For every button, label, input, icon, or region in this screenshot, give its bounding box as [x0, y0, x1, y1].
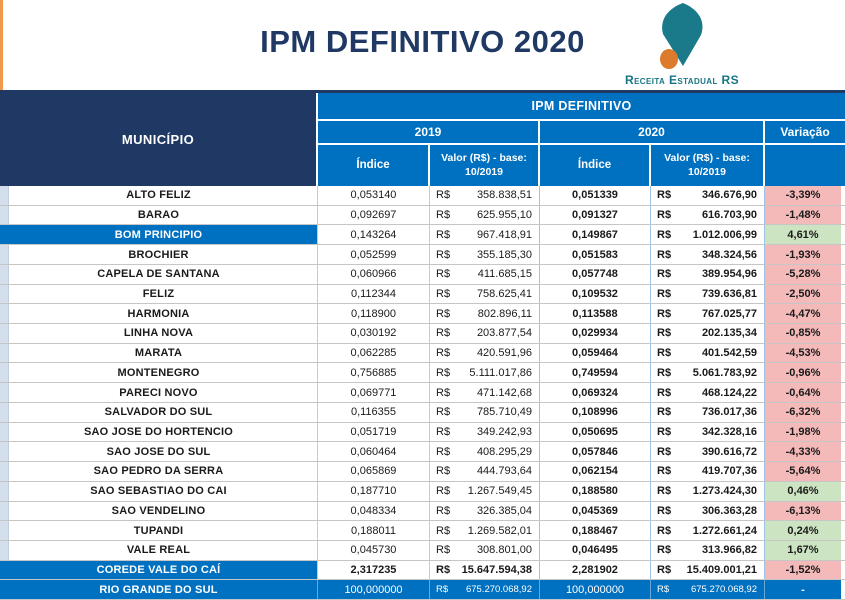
variacao-value: -	[765, 580, 845, 599]
amount: 1.273.424,30	[692, 485, 757, 498]
variacao-value: -5,64%	[765, 462, 845, 481]
column-header-valor-2019: Valor (R$) - base: 10/2019	[430, 145, 540, 186]
amount: 767.025,77	[701, 307, 757, 320]
amount: 1.267.549,45	[467, 485, 532, 498]
indice-2019-value: 0,053140	[318, 186, 430, 205]
currency-symbol: R$	[657, 189, 672, 202]
orange-dot-icon	[660, 49, 678, 69]
table-row	[0, 423, 845, 443]
valor-2019-value	[430, 245, 540, 264]
indice-2019-value: 0,112344	[318, 285, 430, 304]
indice-2020-value: 0,045369	[540, 502, 651, 521]
valor-2019-value	[430, 502, 540, 521]
municipality-name: SAO JOSE DO HORTENCIO	[0, 423, 318, 442]
currency-symbol: R$	[436, 524, 451, 537]
variacao-value: -4,53%	[765, 344, 845, 363]
currency-symbol: R$	[436, 544, 451, 557]
valor-2020-value	[651, 324, 765, 343]
indice-2020-value: 0,051339	[540, 186, 651, 205]
indice-2019-value: 0,188011	[318, 521, 430, 540]
table-row	[0, 502, 845, 522]
variacao-value: -6,13%	[765, 502, 845, 521]
receita-estadual-logo	[608, 2, 756, 90]
valor-2020-value	[651, 304, 765, 323]
municipality-name: BARAO	[0, 206, 318, 225]
municipality-name: LINHA NOVA	[0, 324, 318, 343]
table-row	[0, 186, 845, 206]
currency-symbol: R$	[657, 327, 672, 340]
amount: 1.269.582,01	[467, 524, 532, 537]
variacao-value: -1,93%	[765, 245, 845, 264]
currency-symbol: R$	[657, 386, 672, 399]
municipality-name: SAO SEBASTIAO DO CAI	[0, 482, 318, 501]
currency-symbol: R$	[436, 386, 451, 399]
currency-symbol: R$	[436, 228, 451, 241]
municipality-name: SAO PEDRO DA SERRA	[0, 462, 318, 481]
amount: 401.542,59	[701, 347, 757, 360]
valor-2020-value	[651, 186, 765, 205]
variacao-value: 0,46%	[765, 482, 845, 501]
table-row	[0, 206, 845, 226]
indice-2019-value: 0,052599	[318, 245, 430, 264]
currency-symbol: R$	[657, 287, 672, 300]
valor-2020-value	[651, 502, 765, 521]
indice-2020-value: 0,113588	[540, 304, 651, 323]
amount: 15.647.594,38	[461, 564, 532, 577]
currency-symbol: R$	[657, 425, 672, 438]
valor-2019-value	[430, 344, 540, 363]
indice-2019-value: 0,062285	[318, 344, 430, 363]
variacao-value: 0,24%	[765, 521, 845, 540]
column-header-variacao-spacer	[765, 145, 845, 186]
indice-2019-value: 100,000000	[318, 580, 430, 599]
page-title: IPM DEFINITIVO 2020	[260, 24, 585, 59]
currency-symbol: R$	[436, 564, 451, 577]
column-header-municipio: MUNICÍPIO	[0, 93, 318, 186]
municipality-name: CAPELA DE SANTANA	[0, 265, 318, 284]
amount: 5.111.017,86	[469, 366, 532, 379]
indice-2019-value: 0,069771	[318, 383, 430, 402]
amount: 313.966,82	[701, 544, 757, 557]
municipality-name: VALE REAL	[0, 541, 318, 560]
valor-2019-value	[430, 580, 540, 599]
currency-symbol: R$	[436, 248, 451, 261]
currency-symbol: R$	[436, 504, 451, 517]
variacao-value: -1,98%	[765, 423, 845, 442]
indice-2020-value: 0,188467	[540, 521, 651, 540]
indice-2019-value: 0,048334	[318, 502, 430, 521]
indice-2020-value: 0,062154	[540, 462, 651, 481]
valor-2020-value	[651, 363, 765, 382]
valor-2019-value	[430, 206, 540, 225]
amount: 342.328,16	[701, 425, 757, 438]
amount: 616.703,90	[701, 209, 757, 222]
valor-2019-value	[430, 442, 540, 461]
valor-2019-value	[430, 304, 540, 323]
table-row	[0, 265, 845, 285]
amount: 675.270.068,92	[690, 584, 757, 596]
amount: 967.418,91	[476, 228, 532, 241]
sub-header-row	[318, 145, 845, 186]
municipality-name: BOM PRINCIPIO	[0, 225, 318, 244]
valor-2019-value	[430, 265, 540, 284]
valor-2020-value	[651, 206, 765, 225]
indice-2020-value: 2,281902	[540, 561, 651, 580]
variacao-value: 1,67%	[765, 541, 845, 560]
valor-2019-value	[430, 521, 540, 540]
year-header-2020: 2020	[540, 121, 765, 143]
variacao-value: -4,47%	[765, 304, 845, 323]
table-row	[0, 344, 845, 364]
column-header-valor-2020: Valor (R$) - base: 10/2019	[651, 145, 765, 186]
amount: 390.616,72	[701, 445, 757, 458]
currency-symbol: R$	[657, 406, 672, 419]
table-row	[0, 561, 845, 581]
currency-symbol: R$	[657, 307, 672, 320]
valor-2020-value	[651, 462, 765, 481]
municipality-name: RIO GRANDE DO SUL	[0, 580, 318, 599]
currency-symbol: R$	[657, 544, 672, 557]
currency-symbol: R$	[436, 347, 451, 360]
municipality-name: MONTENEGRO	[0, 363, 318, 382]
indice-2020-value: 0,091327	[540, 206, 651, 225]
indice-2019-value: 0,116355	[318, 403, 430, 422]
indice-2020-value: 0,057846	[540, 442, 651, 461]
amount: 349.242,93	[476, 425, 532, 438]
currency-symbol: R$	[436, 366, 451, 379]
valor-2020-value	[651, 561, 765, 580]
municipality-name: HARMONIA	[0, 304, 318, 323]
indice-2019-value: 0,756885	[318, 363, 430, 382]
logo-caption: Receita Estadual RS	[625, 73, 739, 87]
year-header-2019: 2019	[318, 121, 540, 143]
currency-symbol: R$	[436, 189, 451, 202]
table-body	[0, 186, 845, 600]
table-row	[0, 580, 845, 600]
currency-symbol: R$	[657, 248, 672, 261]
currency-symbol: R$	[436, 209, 451, 222]
valor-2020-value	[651, 225, 765, 244]
valor-2020-value	[651, 383, 765, 402]
currency-symbol: R$	[436, 287, 451, 300]
valor-2020-value	[651, 245, 765, 264]
diamond-gem-icon	[650, 2, 714, 72]
amount: 468.124,22	[701, 386, 757, 399]
column-header-variacao: Variação	[780, 125, 830, 139]
municipality-name: SAO JOSE DO SUL	[0, 442, 318, 461]
indice-2020-value: 0,069324	[540, 383, 651, 402]
amount: 675.270.068,92	[465, 584, 532, 596]
municipality-name: PARECI NOVO	[0, 383, 318, 402]
valor-2020-value	[651, 521, 765, 540]
table-row	[0, 225, 845, 245]
indice-2019-value: 0,060966	[318, 265, 430, 284]
table-row	[0, 304, 845, 324]
table-header	[318, 93, 845, 186]
amount: 411.685,15	[477, 268, 532, 281]
currency-symbol: R$	[657, 465, 672, 478]
currency-symbol: R$	[657, 366, 672, 379]
municipality-name: TUPANDI	[0, 521, 318, 540]
amount: 358.838,51	[476, 189, 532, 202]
currency-symbol: R$	[657, 584, 670, 596]
indice-2019-value: 0,118900	[318, 304, 430, 323]
currency-symbol: R$	[436, 465, 451, 478]
municipality-name: SALVADOR DO SUL	[0, 403, 318, 422]
indice-2020-value: 0,059464	[540, 344, 651, 363]
amount: 420.591,96	[476, 347, 532, 360]
table-row	[0, 363, 845, 383]
currency-symbol: R$	[436, 584, 449, 596]
municipality-name: FELIZ	[0, 285, 318, 304]
valor-2019-value	[430, 541, 540, 560]
amount: 408.295,29	[476, 445, 532, 458]
amount: 444.793,64	[476, 465, 532, 478]
valor-2019-value	[430, 423, 540, 442]
amount: 346.676,90	[701, 189, 757, 202]
currency-symbol: R$	[436, 406, 451, 419]
currency-symbol: R$	[657, 445, 672, 458]
municipality-name: COREDE VALE DO CAÍ	[0, 561, 318, 580]
table-row	[0, 324, 845, 344]
currency-symbol: R$	[657, 268, 672, 281]
indice-2019-value: 0,065869	[318, 462, 430, 481]
indice-2019-value: 0,143264	[318, 225, 430, 244]
indice-2020-value: 0,057748	[540, 265, 651, 284]
variacao-value: -0,96%	[765, 363, 845, 382]
valor-2019-value	[430, 186, 540, 205]
amount: 758.625,41	[476, 287, 532, 300]
valor-2019-value	[430, 482, 540, 501]
indice-2020-value: 0,046495	[540, 541, 651, 560]
currency-symbol: R$	[657, 228, 672, 241]
valor-2020-value	[651, 423, 765, 442]
valor-2019-value	[430, 324, 540, 343]
amount: 419.707,36	[701, 465, 757, 478]
indice-2020-value: 0,051583	[540, 245, 651, 264]
valor-2020-value	[651, 344, 765, 363]
variacao-value: -2,50%	[765, 285, 845, 304]
indice-2020-value: 0,029934	[540, 324, 651, 343]
variacao-value: -5,28%	[765, 265, 845, 284]
amount: 202.135,34	[701, 327, 757, 340]
amount: 625.955,10	[476, 209, 532, 222]
amount: 5.061.783,92	[692, 366, 757, 379]
indice-2020-value: 0,188580	[540, 482, 651, 501]
valor-2019-value	[430, 561, 540, 580]
valor-2019-value	[430, 285, 540, 304]
currency-symbol: R$	[436, 485, 451, 498]
variacao-value: -0,64%	[765, 383, 845, 402]
variacao-value: -3,39%	[765, 186, 845, 205]
valor-2020-value	[651, 285, 765, 304]
indice-2020-value: 0,109532	[540, 285, 651, 304]
valor-2019-value	[430, 363, 540, 382]
currency-symbol: R$	[657, 504, 672, 517]
indice-2020-value: 0,149867	[540, 225, 651, 244]
indice-2019-value: 0,187710	[318, 482, 430, 501]
table-row	[0, 462, 845, 482]
indice-2019-value: 0,045730	[318, 541, 430, 560]
indice-2020-value: 100,000000	[540, 580, 651, 599]
table-row	[0, 521, 845, 541]
valor-2020-value	[651, 482, 765, 501]
variacao-value: -1,48%	[765, 206, 845, 225]
amount: 736.017,36	[701, 406, 757, 419]
column-header-indice-2019: Índice	[318, 145, 430, 186]
amount: 348.324,56	[701, 248, 757, 261]
variacao-value: -4,33%	[765, 442, 845, 461]
variacao-value: -6,32%	[765, 403, 845, 422]
table-row	[0, 442, 845, 462]
municipality-name: MARATA	[0, 344, 318, 363]
indice-2019-value: 0,030192	[318, 324, 430, 343]
municipality-name: BROCHIER	[0, 245, 318, 264]
table-row	[0, 383, 845, 403]
amount: 15.409.001,21	[686, 564, 757, 577]
indice-2020-value: 0,749594	[540, 363, 651, 382]
currency-symbol: R$	[657, 485, 672, 498]
indice-2019-value: 0,092697	[318, 206, 430, 225]
amount: 802.896,11	[477, 307, 532, 320]
currency-symbol: R$	[436, 307, 451, 320]
municipality-name: ALTO FELIZ	[0, 186, 318, 205]
amount: 1.272.661,24	[692, 524, 757, 537]
group-header-ipm-definitivo: IPM DEFINITIVO	[318, 93, 845, 121]
table-row	[0, 403, 845, 423]
currency-symbol: R$	[657, 524, 672, 537]
amount: 355.185,30	[476, 248, 532, 261]
indice-2019-value: 2,317235	[318, 561, 430, 580]
amount: 739.636,81	[701, 287, 757, 300]
table-row	[0, 285, 845, 305]
variacao-value: 4,61%	[765, 225, 845, 244]
indice-2020-value: 0,108996	[540, 403, 651, 422]
amount: 389.954,96	[701, 268, 757, 281]
indice-2020-value: 0,050695	[540, 423, 651, 442]
variacao-value: -0,85%	[765, 324, 845, 343]
valor-2020-value	[651, 442, 765, 461]
valor-2020-value	[651, 403, 765, 422]
column-header-indice-2020: Índice	[540, 145, 651, 186]
amount: 308.801,00	[476, 544, 532, 557]
valor-2019-value	[430, 383, 540, 402]
amount: 785.710,49	[476, 406, 532, 419]
table-row	[0, 245, 845, 265]
amount: 203.877,54	[476, 327, 532, 340]
currency-symbol: R$	[657, 209, 672, 222]
year-header-row	[318, 121, 845, 145]
valor-2020-value	[651, 265, 765, 284]
valor-2020-value	[651, 541, 765, 560]
table-row	[0, 541, 845, 561]
currency-symbol: R$	[436, 445, 451, 458]
amount: 1.012.006,99	[692, 228, 757, 241]
currency-symbol: R$	[657, 347, 672, 360]
municipality-name: SAO VENDELINO	[0, 502, 318, 521]
currency-symbol: R$	[436, 327, 451, 340]
variacao-value: -1,52%	[765, 561, 845, 580]
amount: 471.142,68	[476, 386, 532, 399]
currency-symbol: R$	[657, 564, 672, 577]
table-row	[0, 482, 845, 502]
indice-2019-value: 0,051719	[318, 423, 430, 442]
valor-2019-value	[430, 462, 540, 481]
valor-2019-value	[430, 225, 540, 244]
valor-2019-value	[430, 403, 540, 422]
valor-2020-value	[651, 580, 765, 599]
amount: 326.385,04	[476, 504, 532, 517]
amount: 306.363,28	[701, 504, 757, 517]
currency-symbol: R$	[436, 425, 451, 438]
currency-symbol: R$	[436, 268, 451, 281]
indice-2019-value: 0,060464	[318, 442, 430, 461]
